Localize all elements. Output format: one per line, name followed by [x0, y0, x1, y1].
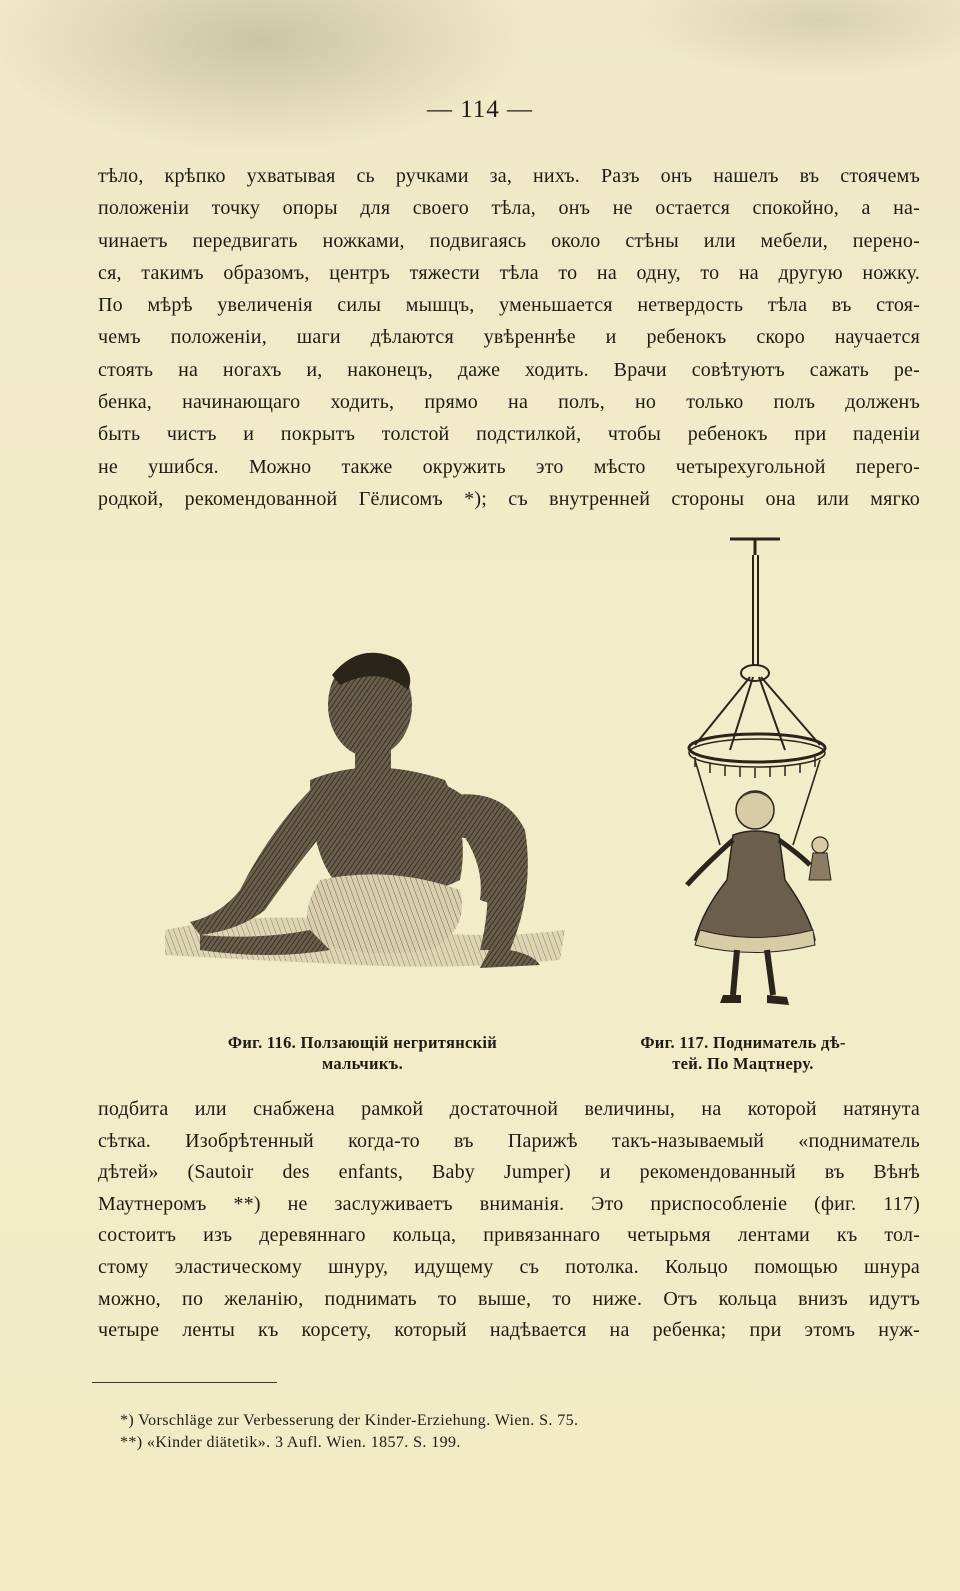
figure-117-caption [598, 1032, 888, 1074]
baby-jumper-illustration [675, 535, 850, 1015]
text-line: тѣло, крѣпко ухватывая сь ручками за, нихъ. Разъ онъ нашелъ въ стоячемъ [98, 165, 920, 187]
figure-116-caption-line: мальчикъ. [321, 1054, 403, 1073]
text-line: можно, по желанiю, поднимать то выше, то ниже. Отъ кольца внизъ идутъ [98, 1287, 920, 1310]
text-line: подбита или снабжена рамкой достаточной величины, на которой натянута [98, 1098, 920, 1120]
text-line: четыре ленты къ корсету, который надѣвается на ребенка; при этомъ нуж- [98, 1319, 920, 1342]
figure-117-caption-line: тей. По Мацтнеру. [672, 1054, 814, 1073]
paragraph-bottom [98, 1094, 920, 1347]
text-line: быть чистъ и покрытъ толстой подстилкой, чтобы ребенокъ при паденiи [98, 423, 920, 446]
page-number: — 114 — [426, 96, 534, 123]
text-line: Маутнеромъ **) не заслуживаетъ вниманiя. Это приспособленiе (фиг. 117) [98, 1192, 920, 1215]
text-line: дѣтей» (Sautoir des enfants, Baby Jumper) и рекомендованный въ Вѣнѣ [98, 1161, 920, 1184]
figure-116-caption-line: Фиг. 116. Ползающiй негритянскiй [227, 1033, 498, 1052]
footnote-2: **) «Kinder diätetik». 3 Aufl. Wien. 1857. S. 199. [120, 1434, 461, 1451]
text-line: чемъ положенiи, шаги дѣлаются увѣреннѣе и ребенокъ скоро научается [98, 326, 920, 349]
text-line: чинаетъ передвигать ножками, подвигаясь около стѣны или мебели, перено- [98, 229, 920, 252]
text-line: стоять на ногахъ и, наконецъ, даже ходить. Врачи совѣтуютъ сажать ре- [98, 358, 920, 381]
footnote-1: *) Vorschläge zur Verbesserung der Kinder-Erziehung. Wien. S. 75. [120, 1412, 579, 1429]
figure-116-engraving [160, 630, 570, 1010]
text-line: родкой, рекомендованной Гёлисомъ *); съ внутренней стороны она или мягко [98, 487, 920, 510]
crawling-boy-illustration [160, 630, 570, 1010]
text-line: По мѣрѣ увеличенiя силы мышцъ, уменьшается нетвердость тѣла въ стоя- [98, 294, 920, 317]
text-line: состоитъ изъ деревяннаго кольца, привязаннаго четырьмя лентами къ тол- [98, 1224, 920, 1247]
text-line: стому эластическому шнуру, идущему съ потолка. Кольцо помощью шнура [98, 1255, 920, 1278]
figure-117-caption-line: Фиг. 117. Подниматель дѣ- [640, 1033, 846, 1052]
text-line: не ушибся. Можно также окружить это мѣсто четырехугольной перего- [98, 455, 920, 478]
text-line: ся, такимъ образомъ, центръ тяжести тѣла то на одну, то на другую ножку. [98, 261, 920, 284]
figure-116-caption [185, 1032, 540, 1074]
footnote-divider [92, 1382, 277, 1383]
footnotes [120, 1410, 880, 1454]
text-line: положенiи точку опоры для своего тѣла, онъ не остается спокойно, а на- [98, 197, 920, 220]
text-line: сѣтка. Изобрѣтенный когда-то въ Парижѣ такъ-называемый «подниматель [98, 1129, 920, 1152]
text-line: бенка, начинающаго ходить, прямо на полъ, но только полъ долженъ [98, 391, 920, 414]
paragraph-top [98, 160, 920, 515]
figure-117-engraving [675, 535, 850, 1015]
